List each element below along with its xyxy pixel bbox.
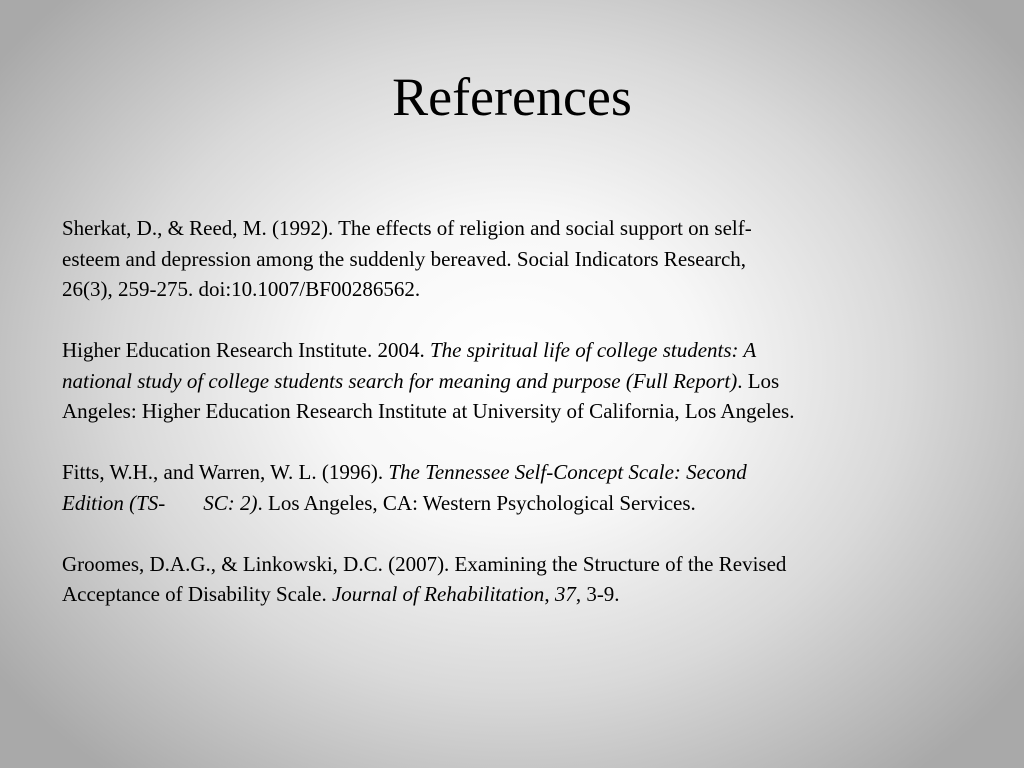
reference-line bbox=[62, 274, 962, 305]
reference-italic-text: Journal of Rehabilitation bbox=[331, 582, 545, 606]
reference-line bbox=[62, 457, 962, 488]
reference-text: , bbox=[544, 582, 555, 606]
reference-text: . Los bbox=[737, 368, 780, 393]
reference-line bbox=[62, 213, 962, 244]
reference-entry bbox=[62, 457, 962, 518]
slide-title: References bbox=[392, 67, 632, 127]
reference-italic-text: SC: 2) bbox=[203, 490, 258, 515]
reference-text: 26(3), 259-275. doi:10.1007/BF00286562. bbox=[62, 277, 421, 301]
reference-entry bbox=[62, 213, 962, 305]
reference-text: Acceptance of Disability Scale. bbox=[62, 582, 332, 606]
reference-line bbox=[62, 335, 962, 366]
reference-line bbox=[62, 366, 962, 397]
reference-text: Angeles: Higher Education Research Institute at University of California, Los Angeles. bbox=[62, 399, 795, 423]
reference-text: Higher Education Research Institute. 2004. bbox=[62, 338, 430, 362]
reference-entry bbox=[62, 549, 962, 610]
reference-text: Groomes, D.A.G., & Linkowski, D.C. (2007). Examining the Structure of the Revised bbox=[62, 551, 787, 576]
reference-line bbox=[62, 244, 962, 275]
reference-line bbox=[62, 549, 962, 580]
reference-italic-text: The spiritual life of college students: A bbox=[429, 338, 757, 362]
reference-italic-text: 37 bbox=[554, 582, 576, 606]
reference-list bbox=[62, 213, 962, 610]
reference-italic-text: Edition (TS- bbox=[62, 490, 166, 515]
reference-text: esteem and depression among the suddenly bereaved. Social Indicators Research, bbox=[62, 246, 747, 271]
reference-italic-text: national study of college students search for meaning and purpose (Full Report) bbox=[62, 368, 738, 393]
reference-text: . Los Angeles, CA: Western Psychological Services. bbox=[257, 490, 696, 515]
reference-entry bbox=[62, 335, 962, 427]
reference-line bbox=[62, 488, 962, 519]
reference-line bbox=[62, 579, 962, 610]
reference-italic-text: The Tennessee Self-Concept Scale: Second bbox=[388, 460, 747, 484]
reference-line bbox=[62, 396, 962, 427]
reference-text: , 3-9. bbox=[575, 582, 620, 606]
reference-text: Sherkat, D., & Reed, M. (1992). The effects of religion and social support on self- bbox=[62, 216, 752, 240]
reference-text: Fitts, W.H., and Warren, W. L. (1996). bbox=[62, 460, 389, 484]
